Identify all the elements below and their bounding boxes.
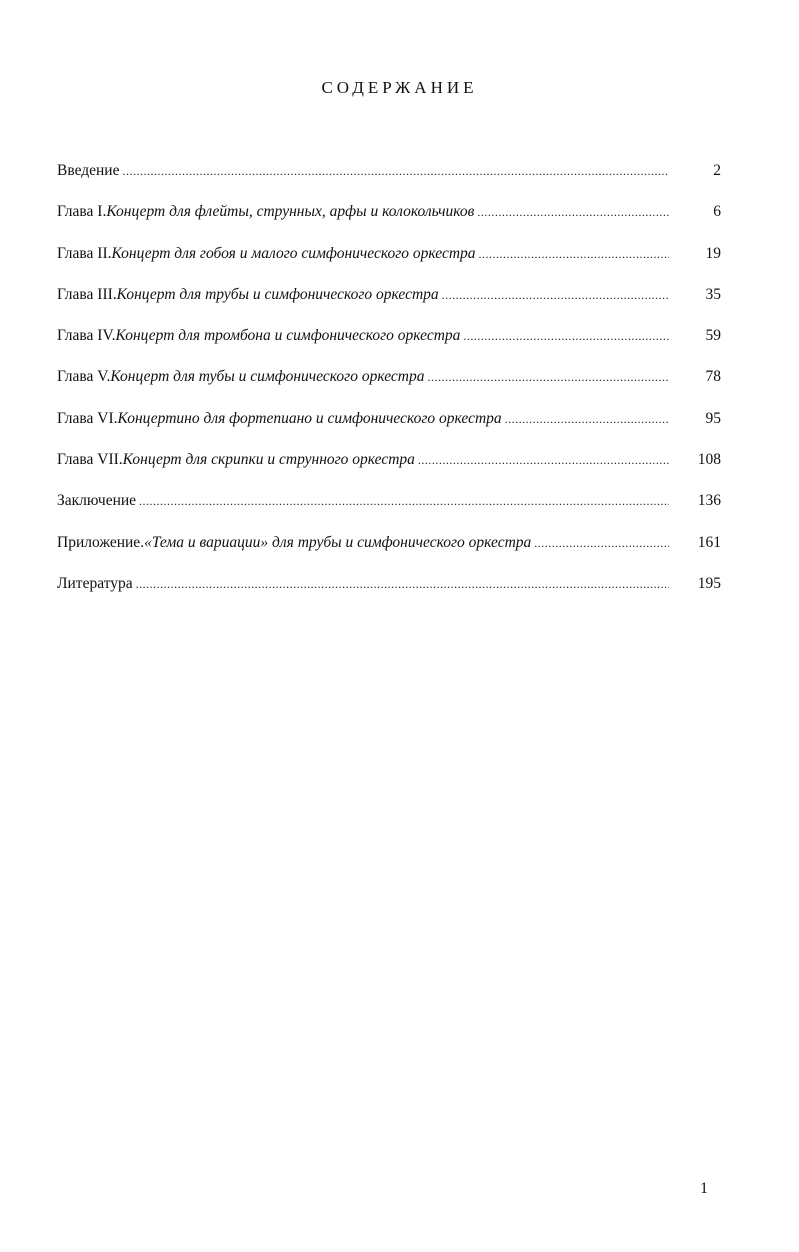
dot-leader — [418, 448, 669, 472]
dot-leader — [505, 407, 669, 431]
toc-entry-literature[interactable] — [57, 572, 721, 613]
toc-page-number: 95 — [705, 409, 721, 427]
dot-leader — [139, 489, 669, 513]
toc-page-number: 195 — [697, 574, 721, 592]
toc-entry-chapter-7[interactable] — [57, 448, 721, 489]
toc-entry-prefix: Приложение. — [57, 533, 145, 551]
dot-leader — [463, 324, 669, 348]
dot-leader — [534, 531, 669, 555]
toc-page-number: 35 — [705, 285, 721, 303]
toc-page-number: 161 — [697, 533, 721, 551]
toc-entry-text — [57, 572, 669, 596]
dot-leader — [136, 572, 669, 596]
toc-entry-title: Концерт для скрипки и струнного оркестра — [122, 451, 415, 469]
toc-entry-chapter-4[interactable] — [57, 324, 721, 365]
toc-entry-prefix: Глава V. — [57, 368, 111, 386]
toc-entry-text — [57, 324, 669, 348]
toc-entry-title: «Тема и вариации» для трубы и симфонического оркестра — [144, 533, 532, 551]
toc-page-number: 6 — [713, 203, 721, 221]
toc-entry-prefix: Глава I. — [57, 203, 107, 221]
toc-entry-text — [57, 242, 669, 266]
toc-entry-title: Концертино для фортепиано и симфонического оркестра — [117, 409, 502, 427]
toc-entry-prefix: Глава VI. — [57, 409, 118, 427]
toc-entry-title: Концерт для тромбона и симфонического оркестра — [115, 327, 461, 345]
toc-entry-prefix: Глава III. — [57, 285, 117, 303]
toc-entry-title: Концерт для трубы и симфонического оркестра — [116, 285, 439, 303]
toc-entry-conclusion[interactable] — [57, 489, 721, 530]
toc-page-number: 19 — [705, 244, 721, 262]
toc-entry-text — [57, 200, 669, 224]
toc-entry-appendix[interactable] — [57, 531, 721, 572]
toc-page-number: 78 — [705, 368, 721, 386]
toc-entry-chapter-2[interactable] — [57, 242, 721, 283]
dot-leader — [442, 283, 669, 307]
toc-entry-text — [57, 531, 669, 555]
toc-entry-text — [57, 159, 669, 183]
toc-entry-chapter-5[interactable] — [57, 365, 721, 406]
toc-page-number: 108 — [697, 451, 721, 469]
toc-entry-chapter-1[interactable] — [57, 200, 721, 241]
toc-entry-text — [57, 365, 669, 389]
dot-leader — [477, 200, 669, 224]
page-number-footer: 1 — [700, 1180, 708, 1197]
toc-entry-title: Концерт для флейты, струнных, арфы и колокольчиков — [106, 203, 475, 221]
toc-page-number: 2 — [713, 162, 721, 179]
toc-page-number: 136 — [697, 492, 721, 510]
toc-entry-prefix: Глава II. — [57, 244, 112, 262]
toc-entry-prefix: Литература — [57, 574, 133, 592]
toc-entry-introduction[interactable] — [57, 159, 721, 200]
toc-entry-chapter-6[interactable] — [57, 407, 721, 448]
toc-entry-prefix: Заключение — [57, 492, 137, 510]
page-title: СОДЕРЖАНИЕ — [321, 78, 478, 97]
toc-entry-prefix: Глава IV. — [57, 327, 116, 345]
table-of-contents — [57, 159, 721, 613]
toc-entry-text — [57, 489, 669, 513]
toc-entry-title: Концерт для гобоя и малого симфонического оркестра — [111, 244, 476, 262]
dot-leader — [427, 365, 669, 389]
toc-entry-prefix: Введение — [57, 162, 120, 179]
toc-entry-chapter-3[interactable] — [57, 283, 721, 324]
toc-entry-prefix: Глава VII. — [57, 451, 123, 469]
toc-entry-title: Концерт для тубы и симфонического оркестра — [110, 368, 425, 386]
toc-entry-text — [57, 407, 669, 431]
dot-leader — [479, 242, 669, 266]
toc-page-number: 59 — [705, 327, 721, 345]
toc-entry-text — [57, 448, 669, 472]
dot-leader — [122, 159, 669, 183]
toc-entry-text — [57, 283, 669, 307]
